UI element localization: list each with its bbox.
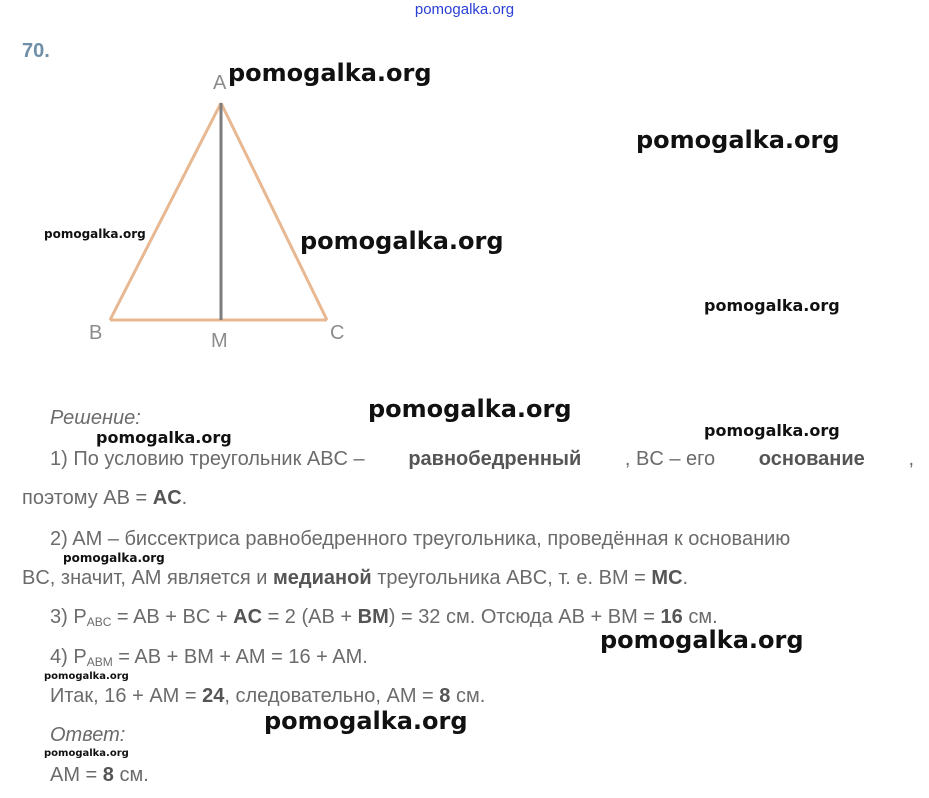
text-segment: AM = — [50, 764, 103, 786]
watermark: pomogalka.org — [44, 227, 146, 241]
text-segment: BC, значит, AM является и — [22, 567, 274, 589]
text-segment: см. — [682, 606, 718, 628]
text-segment: , — [908, 448, 914, 470]
solution-line-6 — [50, 646, 368, 669]
watermark: pomogalka.org — [63, 551, 165, 565]
solution-line-1 — [50, 448, 914, 471]
bold-term: 8 — [439, 685, 451, 707]
bold-term: основание — [758, 448, 865, 470]
watermark: pomogalka.org — [44, 671, 129, 682]
vertex-label-a: A — [213, 72, 227, 94]
watermark: pomogalka.org — [264, 707, 468, 735]
solution-line-3: 2) AM – биссектриса равнобедренного треугольника, проведённая к основанию — [50, 528, 791, 550]
text-segment: = AB + BC + — [111, 606, 234, 628]
text-segment: = 2 (AB + — [262, 606, 358, 628]
bold-term: MC — [651, 567, 683, 589]
text-segment: см. — [450, 685, 486, 707]
text-segment: поэтому AB = — [22, 487, 153, 509]
text-segment: Итак, 16 + AM = — [50, 685, 203, 707]
watermark: pomogalka.org — [368, 395, 572, 423]
vertex-label-b: B — [89, 322, 103, 344]
watermark: pomogalka.org — [600, 626, 804, 654]
bold-term: 16 — [660, 606, 683, 628]
watermark: pomogalka.org — [636, 126, 840, 154]
solution-line-2 — [22, 487, 187, 510]
text-segment: см. — [113, 764, 149, 786]
watermark: pomogalka.org — [96, 428, 232, 447]
bold-term: AC — [152, 487, 182, 509]
bold-term: BM — [357, 606, 389, 628]
bold-term: 8 — [102, 764, 114, 786]
point-label-m: M — [211, 330, 228, 352]
solution-heading: Решение: — [50, 407, 141, 429]
bold-term: AC — [233, 606, 263, 628]
vertex-label-c: C — [330, 322, 345, 344]
bold-term: равнобедренный — [408, 448, 582, 470]
text-segment: . — [181, 487, 188, 509]
watermark: pomogalka.org — [704, 421, 840, 440]
watermark: pomogalka.org — [44, 748, 129, 759]
solution-line-4 — [22, 567, 688, 590]
text-segment: 3) P — [50, 606, 87, 628]
side-ac — [221, 103, 327, 320]
text-segment: = AB + BM + AM = 16 + AM. — [112, 646, 368, 668]
solution-line-7 — [50, 685, 485, 708]
text-segment: треугольника ABC, т. е. BM = — [371, 567, 652, 589]
answer-line — [50, 764, 149, 787]
text-segment: , BC – его — [624, 448, 716, 470]
subscript: ABC — [86, 615, 112, 629]
site-header-link[interactable]: pomogalka.org — [414, 1, 515, 18]
bold-term: медианой — [273, 567, 372, 589]
text-segment: 4) P — [50, 646, 87, 668]
side-ab — [110, 103, 221, 320]
text-segment: , следовательно, AM = — [224, 685, 440, 707]
watermark: pomogalka.org — [300, 227, 504, 255]
watermark: pomogalka.org — [704, 296, 840, 315]
watermark: pomogalka.org — [228, 59, 432, 87]
text-segment: ) = 32 см. Отсюда AB + BM = — [388, 606, 661, 628]
text-segment: . — [682, 567, 689, 589]
bold-term: 24 — [202, 685, 225, 707]
text-segment: 1) По условию треугольник ABC – — [50, 448, 365, 470]
subscript: ABM — [86, 655, 113, 669]
task-number: 70. — [22, 40, 50, 62]
answer-heading: Ответ: — [50, 724, 126, 746]
